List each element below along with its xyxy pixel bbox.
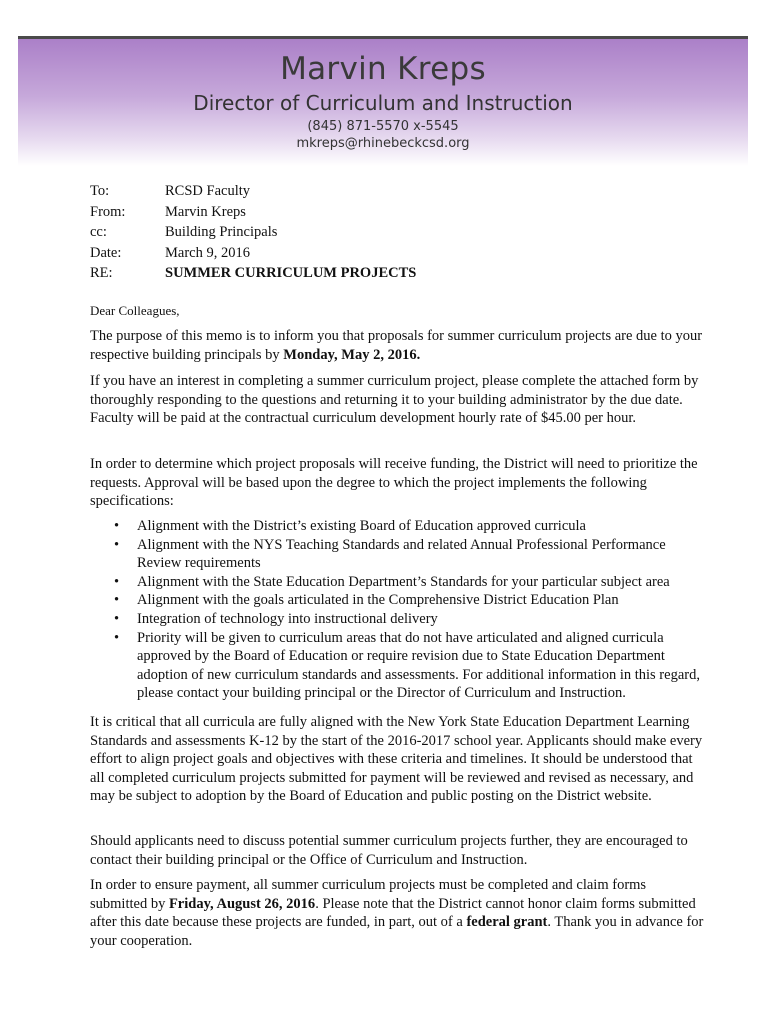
memo-header [90, 181, 416, 284]
paragraph-purpose [90, 327, 705, 364]
memo-date-value: March 9, 2016 [165, 244, 250, 261]
memo-date-row [90, 243, 416, 264]
memo-from-row [90, 202, 416, 223]
bullet-icon: • [114, 518, 120, 534]
memo-to-row [90, 181, 416, 202]
memo-cc-value: Building Principals [165, 224, 278, 240]
list-item [90, 591, 705, 610]
paragraph-prioritize: In order to determine which project proposals will receive funding, the District will need to prioritize the requests. Approval will be based upon the degree to which the project implements the following specifications: [90, 456, 698, 510]
memo-cc-label: cc: [90, 224, 107, 240]
letterhead-phone: (845) 871-5570 x-5545 [307, 119, 459, 134]
memo-date-label: Date: [90, 244, 122, 261]
specifications-list [90, 517, 705, 703]
paragraph-purpose-text: The purpose of this memo is to inform you that proposals for summer curriculum projects are due to your respective building principals by [90, 328, 703, 363]
paragraph-alignment: It is critical that all curricula are fully aligned with the New York State Education Department Learning Standards and assessments K-12 by the start of the 2016-2017 school year. Applicants should make every effort to align project goals and objectives with these criteria and timelines. It should be understood that all completed curriculum projects submitted for payment will be reviewed and revised as necessary, and may be subject to adoption by the Board of Education and public posting on the District website. [90, 714, 703, 805]
letterhead-title: Director of Curriculum and Instruction [193, 91, 573, 115]
paragraph-payment-text-2: . Please note that the District cannot honor claim forms submitted after this date because these projects are funded, in part, out of a [90, 895, 696, 931]
paragraph-interest: If you have an interest in completing a summer curriculum project, please complete the attached form by thoroughly responding to the questions and returning it to your building administrator by the due date. Faculty will be paid at the contractual curriculum development hourly rate of $45.00 per hour. [90, 373, 699, 427]
memo-re-label: RE: [90, 265, 113, 281]
list-item-text: Alignment with the NYS Teaching Standards and related Annual Professional Performance Review requirements [137, 536, 666, 572]
salutation: Dear Colleagues, [90, 303, 180, 318]
bullet-icon: • [114, 610, 120, 627]
list-item [90, 629, 705, 703]
letterhead-name: Marvin Kreps [280, 51, 486, 87]
list-item [90, 573, 705, 592]
memo-re-row [90, 263, 416, 284]
letterhead-email: mkreps@rhinebeckcsd.org [296, 136, 470, 151]
bullet-icon: • [114, 629, 120, 646]
federal-grant-emphasis: federal grant [466, 914, 548, 931]
memo-to-value: RCSD Faculty [165, 183, 250, 199]
letterhead-banner [18, 39, 748, 166]
claim-deadline-emphasis: Friday, August 26, 2016 [168, 895, 316, 912]
bullet-icon: • [114, 573, 120, 590]
list-item-text: Priority will be given to curriculum areas that do not have articulated and aligned curricula approved by the Board of Education or require revision due to State Education Department adoption of new curriculum standards and assessments. For additional information in this regard, please contact your building principal or the Director of Curriculum and Instruction. [137, 629, 700, 702]
bullet-icon: • [114, 592, 120, 609]
list-item [90, 517, 705, 536]
list-item-text: Alignment with the State Education Department’s Standards for your particular subject area [137, 573, 670, 590]
list-item-text: Alignment with the District’s existing Board of Education approved curricula [137, 518, 586, 534]
paragraph-payment-text-1: In order to ensure payment, all summer curriculum projects must be completed and claim forms submitted by [90, 877, 647, 912]
list-item-text: Integration of technology into instructional delivery [137, 610, 438, 627]
bullet-icon: • [114, 536, 120, 553]
memo-cc-row [90, 222, 416, 243]
list-item [90, 536, 705, 573]
paragraph-payment [90, 876, 705, 950]
memo-from-value: Marvin Kreps [165, 203, 246, 220]
memo-re-value: SUMMER CURRICULUM PROJECTS [165, 265, 417, 281]
memo-from-label: From: [90, 203, 126, 220]
list-item [90, 610, 705, 629]
paragraph-payment-text-3: . Thank you in advance for your cooperation. [90, 914, 704, 949]
due-date-emphasis: Monday, May 2, 2016. [283, 346, 421, 363]
memo-to-label: To: [90, 183, 110, 199]
paragraph-discuss: Should applicants need to discuss potential summer curriculum projects further, they are encouraged to contact their building principal or the Office of Curriculum and Instruction. [90, 833, 688, 868]
list-item-text: Alignment with the goals articulated in the Comprehensive District Education Plan [137, 592, 619, 609]
